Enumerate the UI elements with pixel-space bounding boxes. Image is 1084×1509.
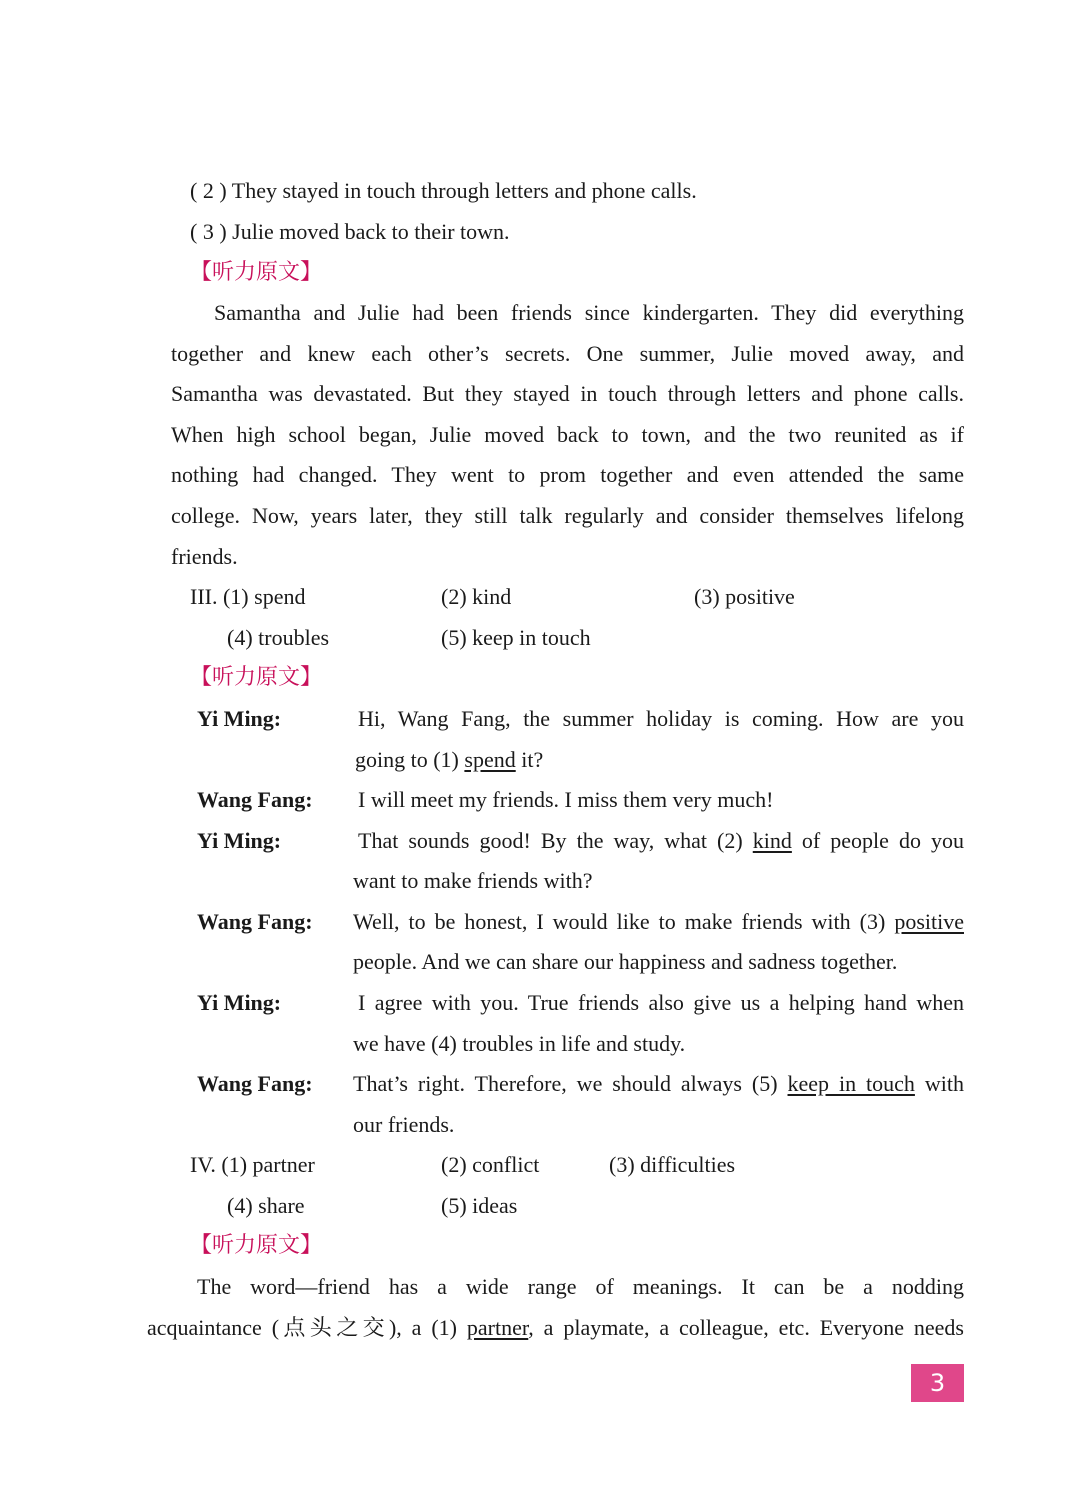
answer-iv-4: (4) share [227,1193,305,1218]
dialogue-line: I agree with you. True friends also give us a helping hand when [358,990,964,1015]
answer-iii-4: (4) troubles [227,625,330,650]
passage-1-line: Samantha was devastated. But they stayed in touch through letters and phone calls. [171,381,964,406]
speaker-wang-fang: Wang Fang: [197,787,313,812]
speaker-yi-ming: Yi Ming: [197,706,282,731]
passage-1-line: friends. [171,544,238,569]
dialogue-line: our friends. [353,1112,455,1137]
dialogue-line: people. And we can share our happiness and sadness together. [353,949,898,974]
answer-iii-2: (2) kind [441,584,512,609]
answer-partner: partner [466,1315,529,1340]
passage-1-line: together and knew each other’s secrets. One summer, Julie moved away, and [171,341,964,366]
answer-iii-3: (3) positive [694,584,795,609]
passage-1-line: Samantha and Julie had been friends since kindergarten. They did everything [214,300,964,325]
item-2: ( 2 ) They stayed in touch through letters and phone calls. [190,178,697,203]
answer-iv-5: (5) ideas [441,1193,518,1218]
dialogue-line: I will meet my friends. I miss them very much! [358,787,774,812]
answer-kind: kind [752,828,792,853]
passage-1-line: nothing had changed. They went to prom together and even attended the same [171,462,964,487]
answer-positive: positive [894,909,964,934]
script-heading-3: 【听力原文】 [190,1233,323,1258]
speaker-wang-fang: Wang Fang: [197,1071,313,1096]
dialogue-line: That sounds good! By the way, what (2) kind of people do you [358,828,964,853]
answer-iv-2: (2) conflict [441,1152,540,1177]
passage-2-line: acquaintance (点头之交), a (1) partner, a playmate, a colleague, etc. Everyone needs [147,1315,964,1340]
answer-iv-3: (3) difficulties [609,1152,736,1177]
answer-keep-in-touch: keep in touch [787,1071,915,1096]
speaker-wang-fang: Wang Fang: [197,909,313,934]
script-heading-1: 【听力原文】 [190,260,323,285]
dialogue-line: going to (1) spend it? [355,747,544,772]
answer-iii-1: III. (1) spend [190,584,306,609]
passage-1-line: When high school began, Julie moved back to town, and the two reunited as if [171,422,964,447]
dialogue-line: want to make friends with? [353,868,593,893]
script-heading-2: 【听力原文】 [190,665,323,690]
dialogue-line: Well, to be honest, I would like to make friends with (3) positive [353,909,964,934]
passage-1-line: college. Now, years later, they still talk regularly and consider themselves lifelong [171,503,964,528]
page-number-badge: 3 [911,1364,964,1402]
item-3: ( 3 ) Julie moved back to their town. [190,219,510,244]
answer-iv-1: IV. (1) partner [190,1152,315,1177]
answer-spend: spend [464,747,516,772]
speaker-yi-ming: Yi Ming: [197,828,282,853]
dialogue-line: Hi, Wang Fang, the summer holiday is coming. How are you [358,706,964,731]
dialogue-line: That’s right. Therefore, we should always (5) keep in touch with [353,1071,964,1096]
answer-iii-5: (5) keep in touch [441,625,591,650]
dialogue-line: we have (4) troubles in life and study. [353,1031,686,1056]
speaker-yi-ming: Yi Ming: [197,990,282,1015]
passage-2-line: The word—friend has a wide range of meanings. It can be a nodding [197,1274,964,1299]
